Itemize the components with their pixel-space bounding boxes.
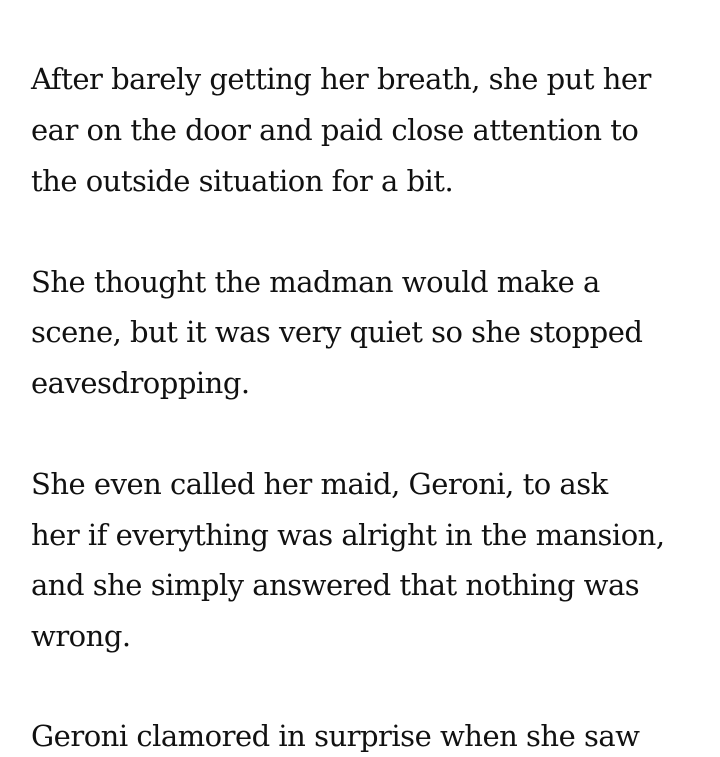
text-line: She thought the madman would make a: [31, 265, 600, 299]
text-line: Geroni clamored in surprise when she saw: [31, 719, 640, 753]
text-line: eavesdropping.: [31, 366, 250, 400]
text-line: wrong.: [31, 619, 131, 653]
text-line: ear on the door and paid close attention to: [31, 113, 639, 147]
text-line: the outside situation for a bit.: [31, 164, 454, 198]
text-line: After barely getting her breath, she put her: [31, 62, 651, 96]
text-line: scene, but it was very quiet so she stopped: [31, 315, 643, 349]
text-line: her if everything was alright in the mansion,: [31, 518, 665, 552]
text-line: and she simply answered that nothing was: [31, 568, 640, 602]
text-line: She even called her maid, Geroni, to ask: [31, 467, 608, 501]
